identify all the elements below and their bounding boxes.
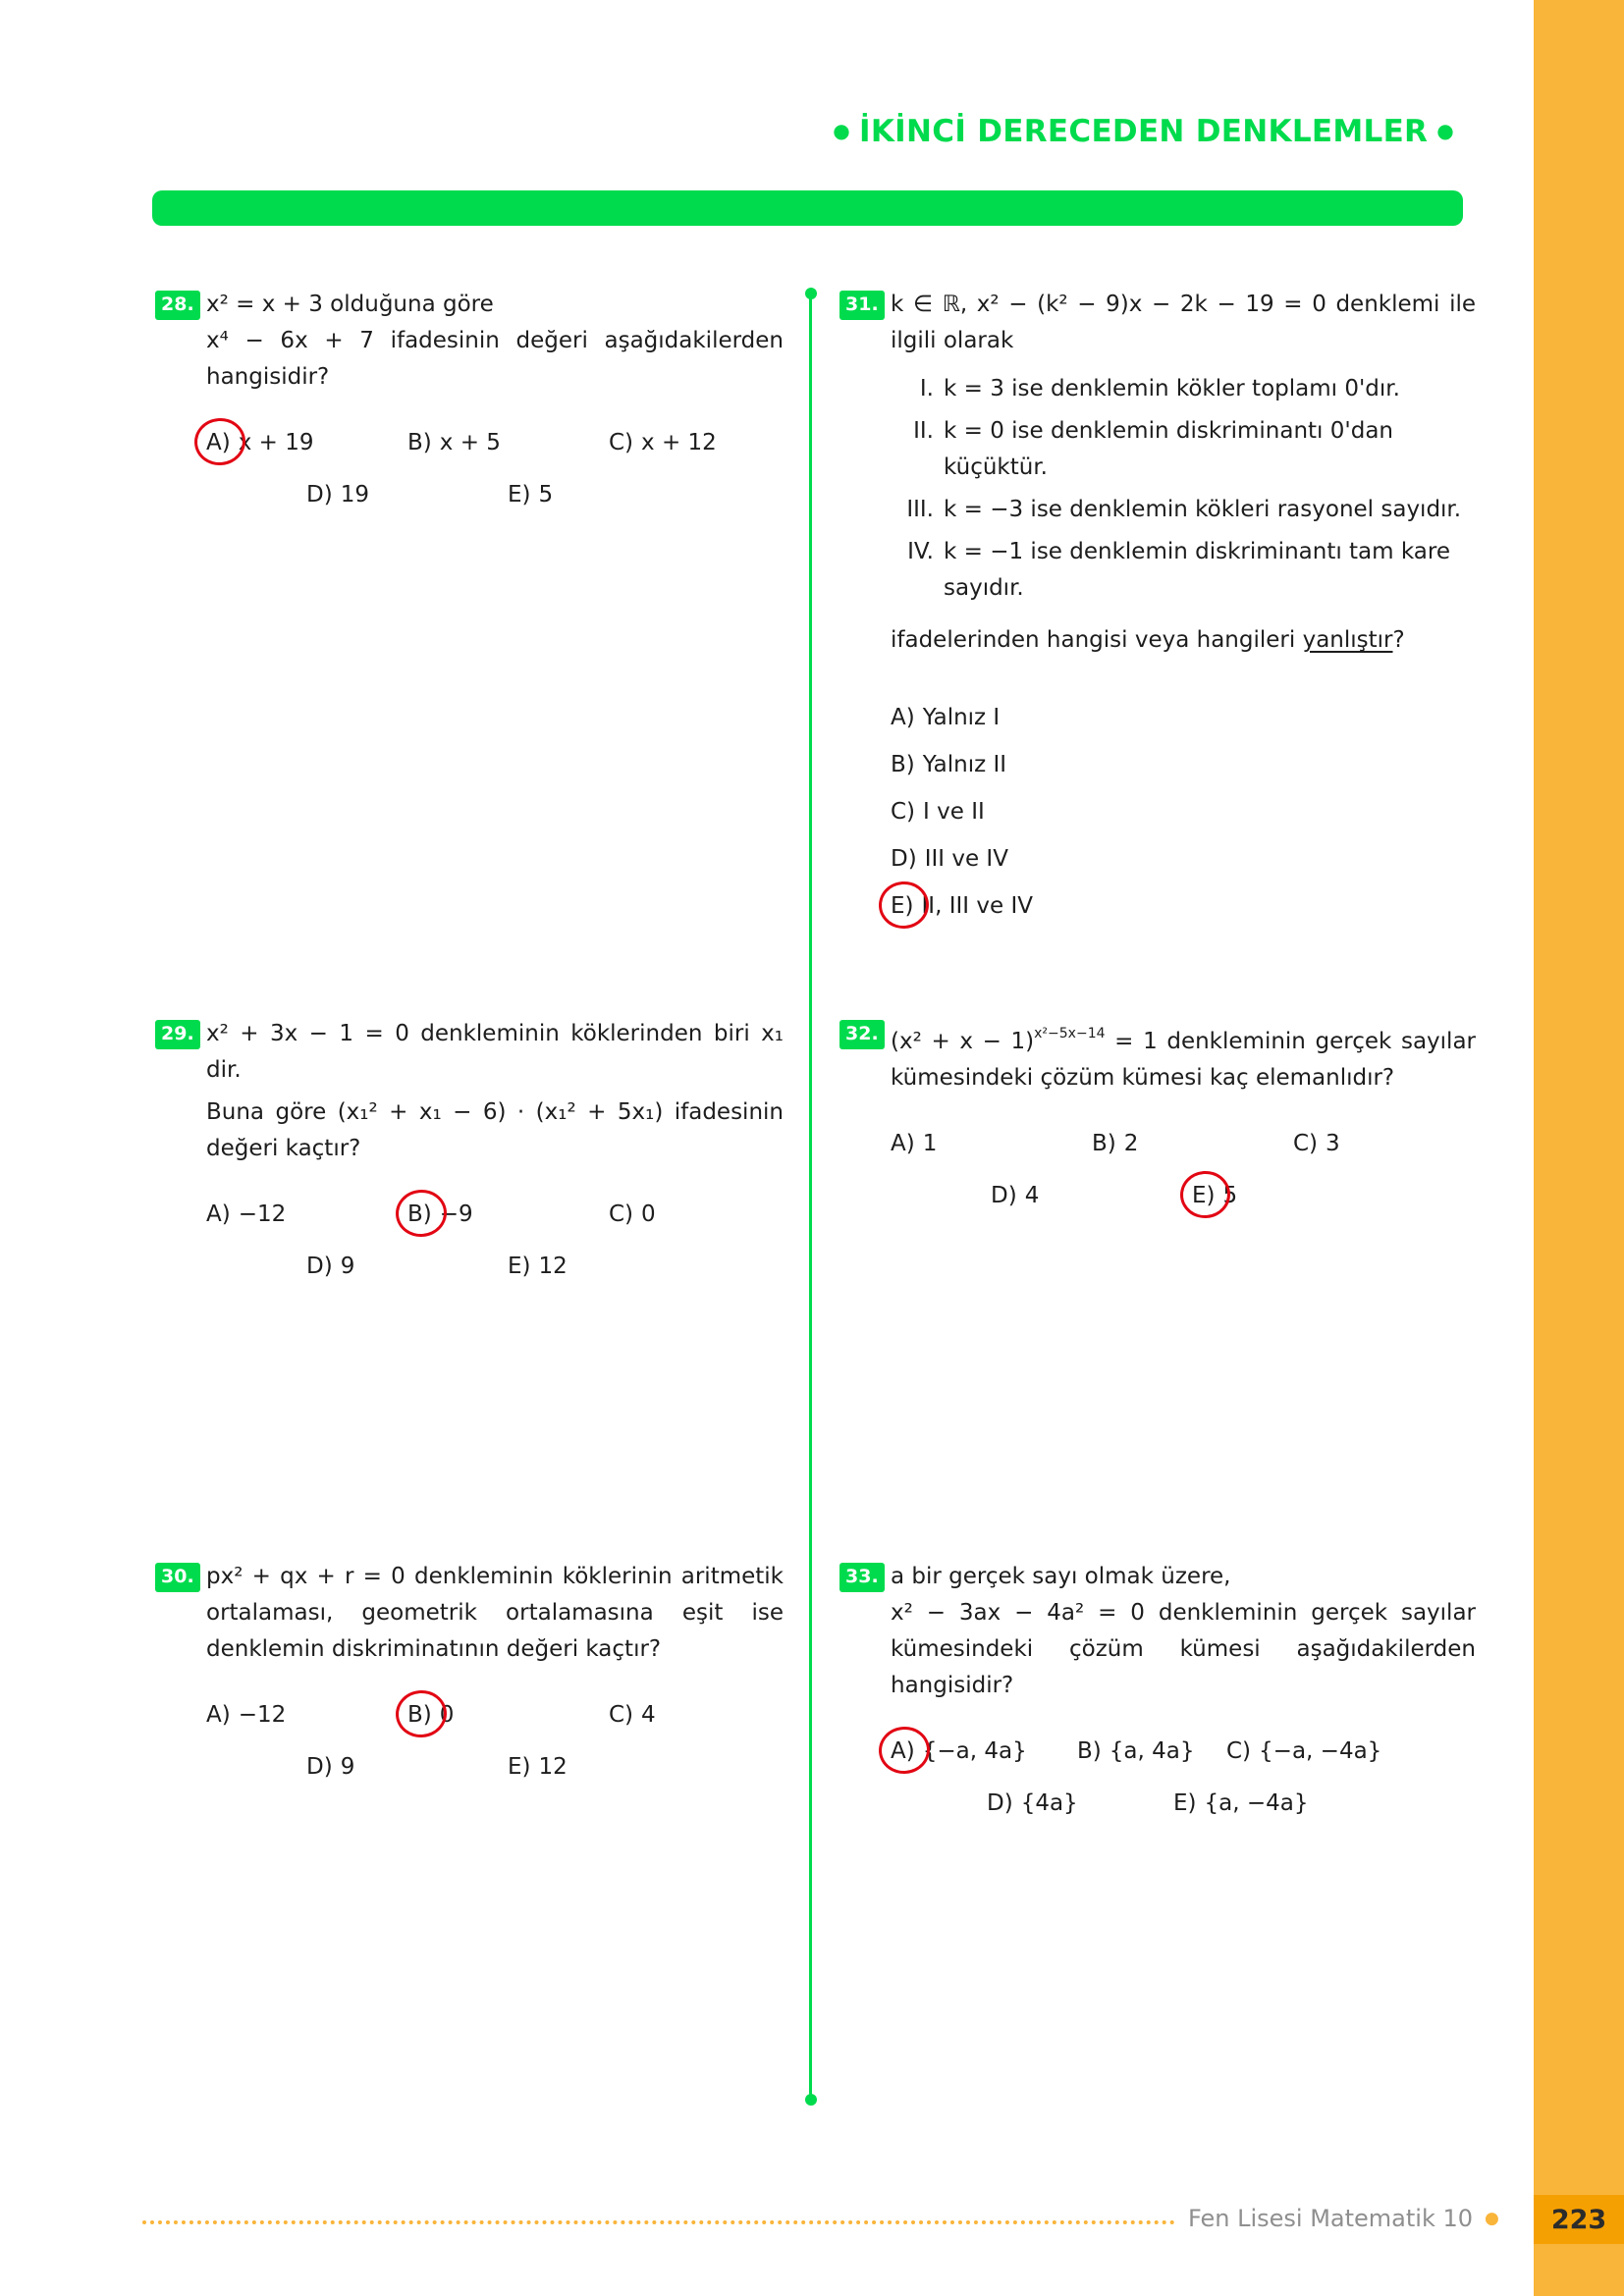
option-b-letter: B) — [1092, 1131, 1116, 1156]
roman-item-text: k = 0 ise denklemin diskriminantı 0'dan küçüktür. — [944, 418, 1393, 480]
option-d-letter: D) — [987, 1790, 1013, 1816]
roman-item-text: k = −1 ise denklemin diskriminantı tam kare sayıdır. — [944, 539, 1450, 601]
question-29-statement-1: x² + 3x − 1 = 0 denkleminin köklerinden biri x₁ dir. — [206, 1021, 784, 1083]
options-row-1 — [206, 1197, 784, 1233]
roman-item-4 — [891, 534, 1476, 607]
option-c-letter: C) — [609, 430, 634, 455]
options-row-2 — [987, 1786, 1476, 1822]
question-28-options — [206, 425, 784, 513]
option-e-letter: E) — [508, 1254, 531, 1279]
option-a-text: 1 — [922, 1131, 938, 1156]
option-b-text: x + 5 — [439, 430, 501, 455]
closing-question-mark: ? — [1392, 627, 1405, 653]
options-row-1 — [891, 1126, 1476, 1162]
question-28 — [155, 287, 784, 513]
option-c-letter: C) — [891, 799, 916, 825]
question-30-options — [206, 1697, 784, 1786]
expression-base: (x² + x − 1) — [891, 1029, 1035, 1054]
option-e-text: II, III ve IV — [921, 893, 1033, 919]
option-a-letter: A) — [206, 1201, 231, 1227]
option-e — [508, 1249, 568, 1285]
question-33 — [839, 1559, 1476, 1822]
option-a-text: x + 19 — [238, 430, 314, 455]
option-c-letter: C) — [1293, 1131, 1319, 1156]
question-33-options — [891, 1734, 1476, 1822]
roman-item-text: k = −3 ise denklemin kökleri rasyonel sayıdır. — [944, 497, 1462, 522]
roman-item-2 — [891, 413, 1476, 486]
option-e-text: 5 — [538, 482, 554, 507]
option-d-text: {4a} — [1020, 1790, 1078, 1816]
question-30 — [155, 1559, 784, 1786]
option-b — [1077, 1734, 1226, 1770]
option-a — [891, 1734, 1077, 1770]
roman-numeral: IV. — [907, 539, 934, 564]
page-number-value: 223 — [1550, 2204, 1607, 2235]
option-e-letter: E) — [508, 1754, 531, 1780]
question-32 — [839, 1016, 1476, 1214]
options-row-2 — [306, 1249, 784, 1285]
option-b — [407, 1697, 609, 1734]
option-b-text: 0 — [439, 1702, 455, 1728]
question-33-badge: 33. — [839, 1563, 885, 1592]
option-a-text: {−a, 4a} — [922, 1738, 1027, 1764]
option-c-letter: C) — [609, 1201, 634, 1227]
question-28-statement-1: x² = x + 3 olduğuna göre — [206, 292, 494, 317]
accent-stripe — [1534, 0, 1624, 2296]
option-d-letter: D) — [891, 846, 917, 872]
option-d — [306, 477, 508, 513]
question-29-options — [206, 1197, 784, 1285]
statement-rest: = 1 denkleminin gerçek sayılar kümesindeki çözüm kümesi kaç elemanlıdır? — [891, 1029, 1476, 1091]
options-row-2 — [306, 1749, 784, 1786]
option-a — [891, 700, 1476, 736]
option-a-letter: A) — [891, 705, 915, 730]
option-d-text: 9 — [340, 1754, 355, 1780]
option-c-text: I ve II — [923, 799, 985, 825]
question-31 — [839, 287, 1476, 935]
option-e — [1192, 1178, 1237, 1214]
column-divider — [809, 294, 812, 2099]
option-c — [609, 1197, 656, 1233]
option-e-text: {a, −4a} — [1204, 1790, 1309, 1816]
option-b-letter: B) — [407, 1197, 432, 1233]
question-31-items — [891, 371, 1476, 607]
option-a — [206, 425, 407, 461]
question-32-statement — [891, 1016, 1476, 1096]
option-c — [891, 794, 1476, 830]
option-a-text: Yalnız I — [922, 705, 1001, 730]
option-b-text: −9 — [439, 1201, 473, 1227]
question-33-statement-1: a bir gerçek sayı olmak üzere, — [891, 1564, 1231, 1589]
option-e — [508, 1749, 568, 1786]
question-29-statement-2: Buna göre (x₁² + x₁ − 6) · (x₁² + 5x₁) ifadesinin değeri kaçtır? — [206, 1099, 784, 1161]
option-b — [407, 425, 609, 461]
option-e-text: 12 — [538, 1254, 568, 1279]
page-header — [152, 114, 1463, 149]
question-29-badge: 29. — [155, 1020, 200, 1049]
options-row-2 — [991, 1178, 1476, 1214]
question-29 — [155, 1016, 784, 1285]
option-b — [407, 1197, 609, 1233]
option-d — [891, 841, 1476, 878]
option-d-text: 9 — [340, 1254, 355, 1279]
option-a — [206, 1697, 407, 1734]
roman-item-text: k = 3 ise denklemin kökler toplamı 0'dır. — [944, 376, 1400, 401]
option-a-letter: A) — [891, 1734, 915, 1770]
option-d — [306, 1249, 508, 1285]
option-c — [1293, 1126, 1340, 1162]
options-row-1 — [206, 1697, 784, 1734]
footer-dotted-line — [142, 2220, 1175, 2224]
option-e — [891, 888, 1476, 925]
option-e — [1173, 1786, 1309, 1822]
option-e-text: 5 — [1222, 1183, 1238, 1208]
option-d-text: 4 — [1024, 1183, 1040, 1208]
header-green-bar — [152, 190, 1463, 226]
question-28-statement-2: x⁴ − 6x + 7 ifadesinin değeri aşağıdakilerden hangisidir? — [206, 328, 784, 390]
question-32-badge: 32. — [839, 1020, 885, 1049]
option-b-letter: B) — [407, 1697, 432, 1734]
option-d-text: 19 — [340, 482, 369, 507]
option-c — [609, 1697, 656, 1734]
expression-exponent: x²−5x−14 — [1034, 1026, 1106, 1041]
option-b — [891, 747, 1476, 783]
option-c-text: x + 12 — [641, 430, 717, 455]
question-30-badge: 30. — [155, 1563, 200, 1592]
option-c-text: 3 — [1326, 1131, 1340, 1156]
option-d-letter: D) — [306, 1254, 333, 1279]
option-c-text: 4 — [641, 1702, 656, 1728]
page-number — [1534, 2195, 1624, 2244]
option-c-letter: C) — [609, 1702, 634, 1728]
option-d — [306, 1749, 508, 1786]
option-b-text: Yalnız II — [922, 752, 1007, 777]
option-e-letter: E) — [1192, 1178, 1216, 1214]
question-31-options — [891, 700, 1476, 925]
option-e-letter: E) — [891, 888, 914, 925]
option-d-text: III ve IV — [924, 846, 1008, 872]
question-33-statement-2: x² − 3ax − 4a² = 0 denkleminin gerçek sayılar kümesindeki çözüm kümesi aşağıdakilerden hangisidir? — [891, 1600, 1476, 1698]
page-footer — [1188, 2205, 1499, 2232]
question-31-badge: 31. — [839, 291, 885, 320]
option-e-letter: E) — [1173, 1790, 1197, 1816]
option-d — [987, 1786, 1173, 1822]
option-e-letter: E) — [508, 482, 531, 507]
roman-numeral: I. — [919, 376, 934, 401]
option-c — [609, 425, 717, 461]
option-a — [206, 1197, 407, 1233]
footer-dot-icon: ● — [1485, 2209, 1499, 2228]
roman-numeral: III. — [906, 497, 934, 522]
options-row-1 — [206, 425, 784, 461]
options-row-1 — [891, 1734, 1476, 1770]
option-a-letter: A) — [206, 425, 231, 461]
question-32-options — [891, 1126, 1476, 1214]
option-a — [891, 1126, 1092, 1162]
title-left-dot-icon: ● — [833, 119, 851, 142]
option-b — [1092, 1126, 1293, 1162]
question-30-statement: px² + qx + r = 0 denkleminin köklerinin aritmetik ortalaması, geometrik ortalamasına eşit ise denklemin diskriminatının değeri kaçtır? — [206, 1564, 784, 1662]
option-a-text: −12 — [238, 1201, 287, 1227]
closing-text: ifadelerinden hangisi veya hangileri — [891, 627, 1303, 653]
question-28-badge: 28. — [155, 291, 200, 320]
option-a-text: −12 — [238, 1702, 287, 1728]
roman-item-1 — [891, 371, 1476, 407]
title-right-dot-icon: ● — [1436, 119, 1454, 142]
options-row-2 — [306, 477, 784, 513]
option-b-letter: B) — [407, 430, 432, 455]
option-c-text: 0 — [641, 1201, 656, 1227]
option-a-letter: A) — [891, 1131, 915, 1156]
option-e — [508, 477, 553, 513]
question-31-statement: k ∈ ℝ, x² − (k² − 9)x − 2k − 19 = 0 denklemi ile ilgili olarak — [891, 292, 1476, 353]
option-c-text: {−a, −4a} — [1259, 1738, 1382, 1764]
page-title: İKİNCİ DERECEDEN DENKLEMLER — [859, 114, 1429, 149]
roman-numeral: II. — [913, 418, 934, 444]
roman-item-3 — [891, 492, 1476, 528]
footer-book-label: Fen Lisesi Matematik 10 — [1188, 2205, 1474, 2232]
option-d — [991, 1178, 1192, 1214]
option-c-letter: C) — [1226, 1738, 1252, 1764]
option-b-text: 2 — [1123, 1131, 1139, 1156]
option-a-letter: A) — [206, 1702, 231, 1728]
question-31-closing — [891, 622, 1476, 659]
option-b-text: {a, 4a} — [1109, 1738, 1195, 1764]
option-e-text: 12 — [538, 1754, 568, 1780]
option-b-letter: B) — [891, 752, 915, 777]
option-d-letter: D) — [306, 1754, 333, 1780]
option-d-letter: D) — [306, 482, 333, 507]
option-b-letter: B) — [1077, 1738, 1102, 1764]
option-d-letter: D) — [991, 1183, 1017, 1208]
closing-underlined-word: yanlıştır — [1302, 627, 1393, 653]
option-c — [1226, 1734, 1381, 1770]
